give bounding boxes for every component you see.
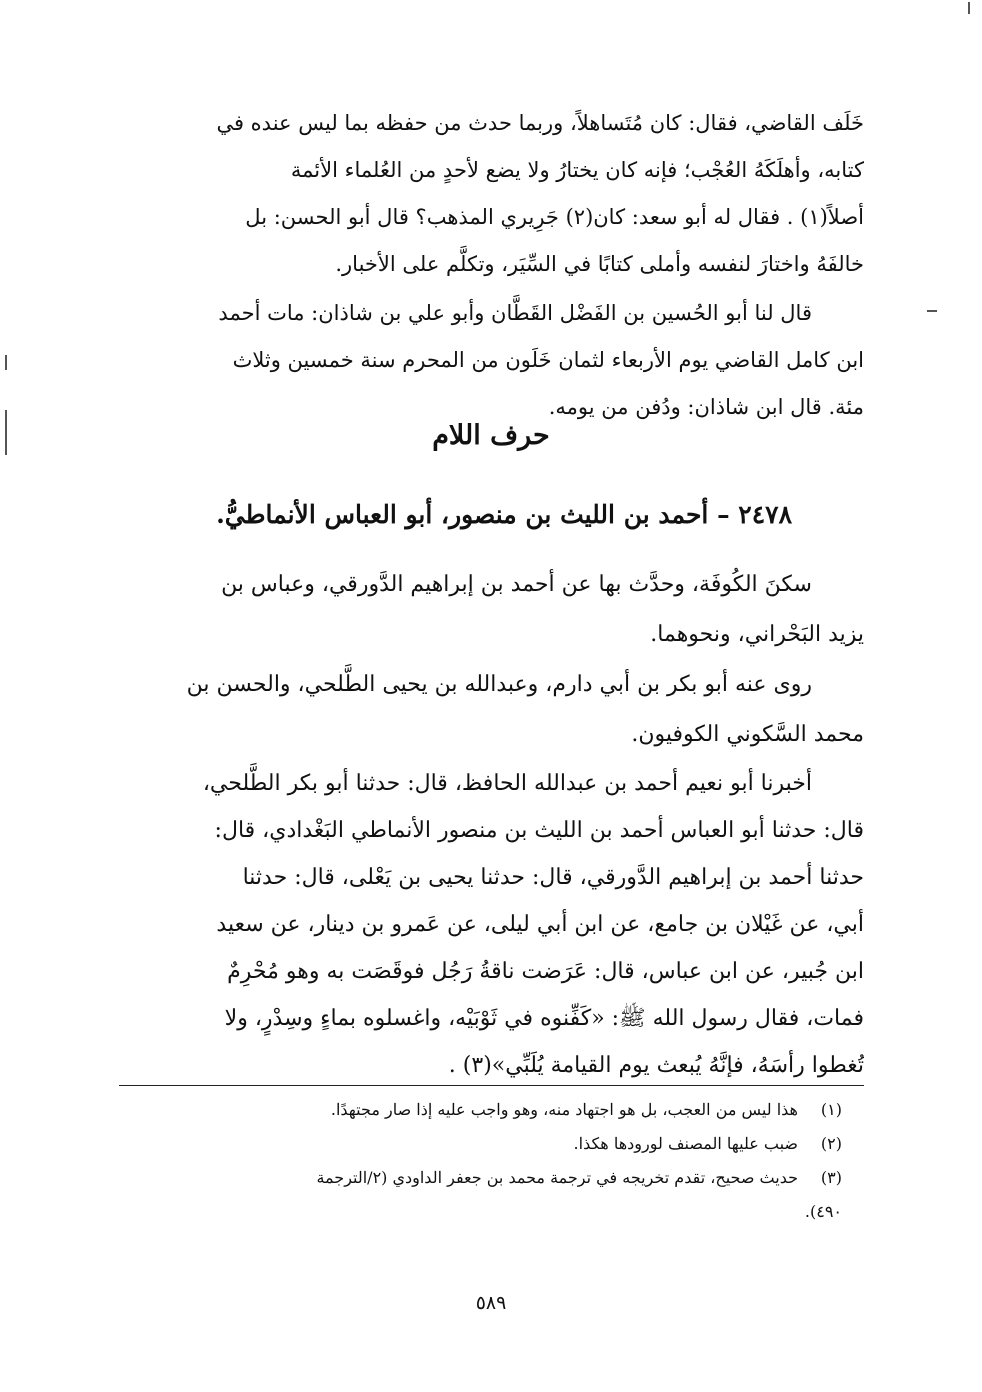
text-line: روى عنه أبو بكر بن أبي دارم، وعبدالله بن يحيى الطَّلحي، والحسن بن bbox=[186, 672, 812, 697]
footnote bbox=[137, 1127, 842, 1161]
text-line: سكنَ الكُوفَة، وحدَّث بها عن أحمد بن إبراهيم الدَّورقي، وعباس بن bbox=[221, 572, 812, 597]
death-paragraph bbox=[119, 290, 864, 431]
scan-artifact bbox=[5, 355, 7, 370]
entry-title: ٢٤٧٨ – أحمد بن الليث بن منصور، أبو العباس الأنماطيُّ. bbox=[216, 500, 792, 529]
footnote-text: هذا ليس من العجب، بل هو اجتهاد منه، وهو واجب عليه إذا صار مجتهدًا. bbox=[330, 1100, 798, 1119]
text-line: يزيد البَحْراني، ونحوهما. bbox=[650, 622, 864, 647]
footnote-text: حديث صحيح، تقدم تخريجه في ترجمة محمد بن جعفر الداودي (٢/الترجمة bbox=[316, 1168, 798, 1187]
footnote-continuation: ٤٩٠). bbox=[804, 1202, 842, 1221]
text-line: أبي، عن غَيْلان بن جامع، عن ابن أبي ليلى، عن عَمرو بن دينار، عن سعيد bbox=[216, 912, 864, 937]
text-line: مئة. قال ابن شاذان: ودُفن من يومه. bbox=[548, 395, 864, 419]
footnote-number: (١) bbox=[820, 1100, 842, 1119]
footnote-number: (٢) bbox=[820, 1134, 842, 1153]
entry-body bbox=[119, 560, 864, 1089]
footnote-text: ضبب عليها المصنف لورودها هكذا. bbox=[573, 1134, 798, 1153]
text-line: ابن جُبير، عن ابن عباس، قال: عَرَضت ناقةُ رَجُل فوقَصَت به وهو مُحْرِمٌ bbox=[227, 959, 864, 984]
text-line: قال لنا أبو الحُسين بن الفَضْل القَطَّان وأبو علي بن شاذان: مات أحمد bbox=[218, 301, 812, 325]
text-line: كتابه، وأهلَكَهُ العُجْب؛ فإنه كان يختارُ ولا يضع لأحدٍ من العُلماء الأئمة bbox=[290, 158, 864, 182]
footnote bbox=[137, 1161, 842, 1195]
footnote-number: (٣) bbox=[820, 1168, 842, 1187]
continuation-paragraph bbox=[119, 100, 864, 288]
scan-artifact bbox=[5, 410, 7, 455]
text-line: أصلاً(١) . فقال له أبو سعد: كان(٢) جَرِيري المذهب؟ قال أبو الحسن: بل bbox=[245, 205, 864, 229]
page-number: ٥٨٩ bbox=[475, 1292, 507, 1314]
footnotes bbox=[137, 1085, 842, 1229]
text-line: قال: حدثنا أبو العباس أحمد بن الليث بن منصور الأنماطي البَغْدادي، قال: bbox=[214, 818, 864, 843]
text-line: أخبرنا أبو نعيم أحمد بن عبدالله الحافظ، قال: حدثنا أبو بكر الطَّلحي، bbox=[202, 771, 812, 796]
text-line: فمات، فقال رسول الله ﷺ: «كَفِّنوه في ثَوْبَيْه، واغسلوه بماءٍ وسِدْرٍ، ولا bbox=[224, 1006, 864, 1031]
text-line: محمد السَّكوني الكوفيون. bbox=[631, 722, 864, 747]
section-heading: حرف اللام bbox=[432, 420, 550, 451]
text-line: حدثنا أحمد بن إبراهيم الدَّورقي، قال: حدثنا يحيى بن يَعْلى، قال: حدثنا bbox=[242, 865, 864, 890]
text-line: خالفَهُ واختارَ لنفسه وأملى كتابًا في السِّيَر، وتكلَّم على الأخبار. bbox=[335, 252, 864, 276]
scan-artifact bbox=[968, 2, 970, 14]
scan-artifact bbox=[927, 310, 937, 312]
footnote bbox=[137, 1093, 842, 1127]
text-line: تُغطوا رأسَهُ، فإنَّهُ يُبعث يوم القيامة يُلَبِّي»(٣) . bbox=[448, 1053, 864, 1078]
text-line: ابن كامل القاضي يوم الأربعاء لثمان خَلَون من المحرم سنة خمسين وثلاث bbox=[232, 348, 864, 372]
text-line: خَلَف القاضي، فقال: كان مُتَساهلاً، وربما حدث من حفظه بما ليس عنده في bbox=[216, 111, 864, 135]
